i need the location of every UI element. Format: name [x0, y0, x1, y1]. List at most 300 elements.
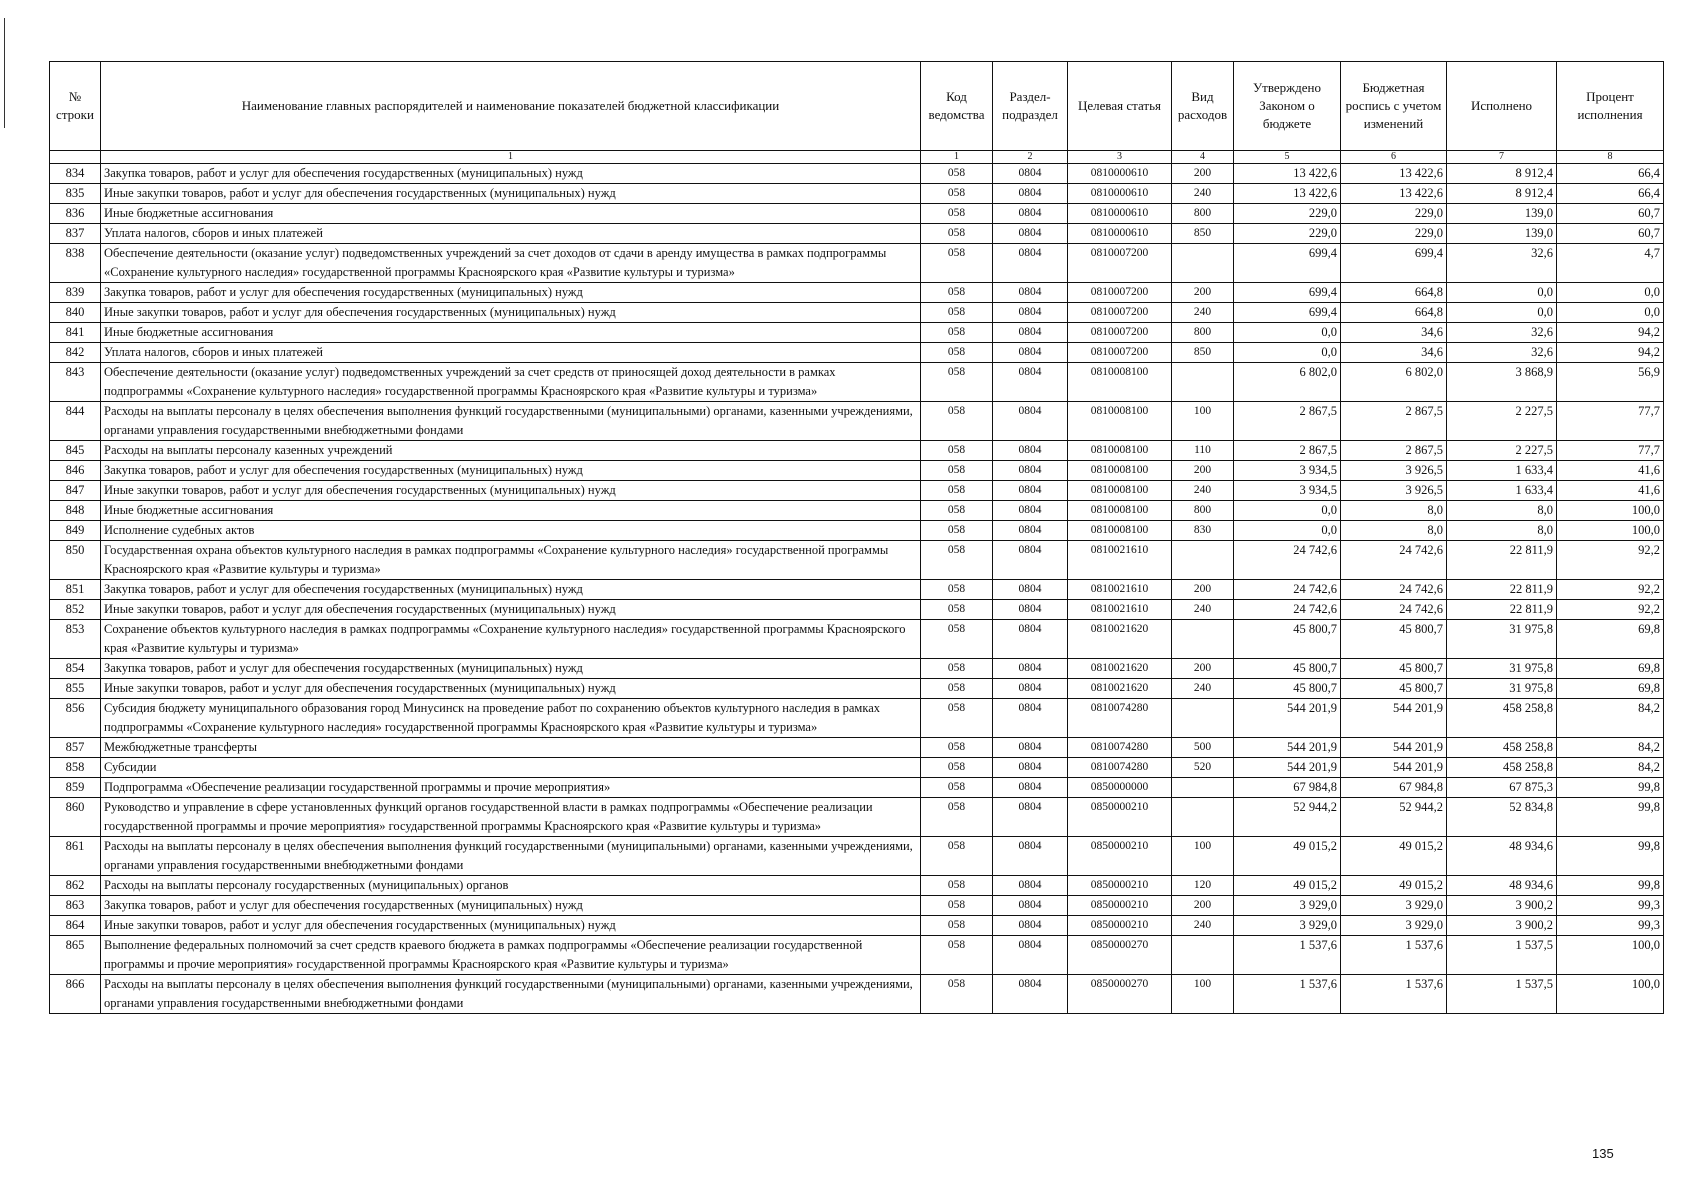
row-expense-type: 200: [1172, 580, 1234, 600]
row-number: 865: [50, 936, 101, 975]
row-percent: 60,7: [1557, 204, 1664, 224]
row-budget-list: 2 867,5: [1341, 441, 1447, 461]
row-target: 0810000610: [1068, 184, 1172, 204]
row-target: 0810008100: [1068, 501, 1172, 521]
row-percent: 60,7: [1557, 224, 1664, 244]
row-number: 858: [50, 758, 101, 778]
row-name: Расходы на выплаты персоналу в целях обеспечения выполнения функций государственными (муниципальными) органами, казенными учреждениями, органами управления государственными внебюджетными фондами: [101, 975, 921, 1014]
row-expense-type: 500: [1172, 738, 1234, 758]
row-target: 0810074280: [1068, 738, 1172, 758]
row-executed: 139,0: [1447, 204, 1557, 224]
row-number: 839: [50, 283, 101, 303]
row-expense-type: 240: [1172, 303, 1234, 323]
table-row: [50, 363, 1664, 402]
row-approved: 24 742,6: [1234, 600, 1341, 620]
row-target: 0810021620: [1068, 679, 1172, 699]
row-budget-list: 1 537,6: [1341, 975, 1447, 1014]
row-expense-type: 520: [1172, 758, 1234, 778]
row-number: 860: [50, 798, 101, 837]
row-budget-list: 45 800,7: [1341, 659, 1447, 679]
row-name: Иные бюджетные ассигнования: [101, 501, 921, 521]
row-approved: 3 929,0: [1234, 896, 1341, 916]
col-number: 8: [1557, 151, 1664, 164]
header-target: Целевая статья: [1068, 62, 1172, 151]
row-name: Уплата налогов, сборов и иных платежей: [101, 224, 921, 244]
row-budget-list: 24 742,6: [1341, 541, 1447, 580]
row-target: 0810007200: [1068, 323, 1172, 343]
row-percent: 100,0: [1557, 521, 1664, 541]
row-name: Сохранение объектов культурного наследия в рамках подпрограммы «Сохранение культурного наследия» государственной программы Красноярского края «Развитие культуры и туризма»: [101, 620, 921, 659]
row-dept-code: 058: [921, 184, 993, 204]
row-expense-type: 200: [1172, 659, 1234, 679]
row-percent: 94,2: [1557, 323, 1664, 343]
row-percent: 92,2: [1557, 600, 1664, 620]
table-row: [50, 896, 1664, 916]
row-number: 846: [50, 461, 101, 481]
row-budget-list: 544 201,9: [1341, 738, 1447, 758]
row-section: 0804: [993, 620, 1068, 659]
row-target: 0810021620: [1068, 659, 1172, 679]
row-section: 0804: [993, 778, 1068, 798]
row-section: 0804: [993, 876, 1068, 896]
row-approved: 13 422,6: [1234, 164, 1341, 184]
row-percent: 69,8: [1557, 659, 1664, 679]
row-approved: 13 422,6: [1234, 184, 1341, 204]
row-executed: 2 227,5: [1447, 441, 1557, 461]
row-target: 0810008100: [1068, 481, 1172, 501]
row-section: 0804: [993, 184, 1068, 204]
row-dept-code: 058: [921, 283, 993, 303]
row-number: 853: [50, 620, 101, 659]
header-approved: Утверждено Законом о бюджете: [1234, 62, 1341, 151]
row-name: Закупка товаров, работ и услуг для обеспечения государственных (муниципальных) нужд: [101, 659, 921, 679]
row-name: Иные закупки товаров, работ и услуг для обеспечения государственных (муниципальных) нужд: [101, 916, 921, 936]
row-number: 845: [50, 441, 101, 461]
row-expense-type: 240: [1172, 679, 1234, 699]
table-row: [50, 303, 1664, 323]
row-expense-type: 240: [1172, 481, 1234, 501]
row-name: Расходы на выплаты персоналу государственных (муниципальных) органов: [101, 876, 921, 896]
row-section: 0804: [993, 441, 1068, 461]
row-section: 0804: [993, 916, 1068, 936]
row-executed: 8 912,4: [1447, 164, 1557, 184]
row-approved: 0,0: [1234, 501, 1341, 521]
row-expense-type: 110: [1172, 441, 1234, 461]
row-target: 0810007200: [1068, 343, 1172, 363]
row-approved: 699,4: [1234, 283, 1341, 303]
row-approved: 49 015,2: [1234, 876, 1341, 896]
row-section: 0804: [993, 541, 1068, 580]
row-dept-code: 058: [921, 481, 993, 501]
row-dept-code: 058: [921, 876, 993, 896]
row-number: 849: [50, 521, 101, 541]
row-dept-code: 058: [921, 758, 993, 778]
table-row: [50, 224, 1664, 244]
row-percent: 41,6: [1557, 481, 1664, 501]
row-dept-code: 058: [921, 204, 993, 224]
row-approved: 67 984,8: [1234, 778, 1341, 798]
row-number: 842: [50, 343, 101, 363]
col-number: 1: [921, 151, 993, 164]
row-name: Государственная охрана объектов культурного наследия в рамках подпрограммы «Сохранение культурного наследия» государственной программы Красноярского края «Развитие культуры и туризма»: [101, 541, 921, 580]
row-name: Иные закупки товаров, работ и услуг для обеспечения государственных (муниципальных) нужд: [101, 600, 921, 620]
row-name: Расходы на выплаты персоналу в целях обеспечения выполнения функций государственными (муниципальными) органами, казенными учреждениями, органами управления государственными внебюджетными фондами: [101, 402, 921, 441]
row-percent: 69,8: [1557, 620, 1664, 659]
row-target: 0810021610: [1068, 541, 1172, 580]
row-number: 850: [50, 541, 101, 580]
row-dept-code: 058: [921, 303, 993, 323]
row-budget-list: 8,0: [1341, 501, 1447, 521]
row-executed: 2 227,5: [1447, 402, 1557, 441]
row-name: Субсидии: [101, 758, 921, 778]
row-expense-type: [1172, 620, 1234, 659]
row-dept-code: 058: [921, 600, 993, 620]
row-target: 0810074280: [1068, 758, 1172, 778]
row-executed: 32,6: [1447, 323, 1557, 343]
row-executed: 31 975,8: [1447, 620, 1557, 659]
row-expense-type: 100: [1172, 402, 1234, 441]
table-row: [50, 699, 1664, 738]
row-budget-list: 1 537,6: [1341, 936, 1447, 975]
header-budget-list: Бюджетная роспись с учетом изменений: [1341, 62, 1447, 151]
row-approved: 229,0: [1234, 224, 1341, 244]
row-number: 862: [50, 876, 101, 896]
table-row: [50, 876, 1664, 896]
row-expense-type: 800: [1172, 204, 1234, 224]
row-section: 0804: [993, 580, 1068, 600]
row-target: 0850000210: [1068, 916, 1172, 936]
row-approved: 1 537,6: [1234, 975, 1341, 1014]
row-name: Подпрограмма «Обеспечение реализации государственной программы и прочие мероприятия»: [101, 778, 921, 798]
row-target: 0810008100: [1068, 402, 1172, 441]
page-number: 135: [1592, 1146, 1614, 1161]
row-percent: 69,8: [1557, 679, 1664, 699]
row-name: Иные закупки товаров, работ и услуг для обеспечения государственных (муниципальных) нужд: [101, 481, 921, 501]
row-dept-code: 058: [921, 461, 993, 481]
row-budget-list: 229,0: [1341, 204, 1447, 224]
row-percent: 84,2: [1557, 758, 1664, 778]
row-number: 855: [50, 679, 101, 699]
row-executed: 1 537,5: [1447, 975, 1557, 1014]
row-percent: 99,8: [1557, 837, 1664, 876]
row-percent: 0,0: [1557, 283, 1664, 303]
budget-execution-table: [49, 61, 1664, 1014]
row-expense-type: 120: [1172, 876, 1234, 896]
row-executed: 458 258,8: [1447, 758, 1557, 778]
table-row: [50, 778, 1664, 798]
row-dept-code: 058: [921, 580, 993, 600]
table-row: [50, 501, 1664, 521]
row-percent: 99,8: [1557, 798, 1664, 837]
row-percent: 84,2: [1557, 699, 1664, 738]
table-row: [50, 936, 1664, 975]
row-approved: 2 867,5: [1234, 402, 1341, 441]
row-percent: 94,2: [1557, 343, 1664, 363]
row-target: 0810074280: [1068, 699, 1172, 738]
row-budget-list: 3 926,5: [1341, 461, 1447, 481]
row-executed: 48 934,6: [1447, 876, 1557, 896]
row-percent: 100,0: [1557, 975, 1664, 1014]
row-expense-type: [1172, 798, 1234, 837]
table-row: [50, 620, 1664, 659]
row-percent: 66,4: [1557, 184, 1664, 204]
row-section: 0804: [993, 343, 1068, 363]
row-percent: 77,7: [1557, 441, 1664, 461]
table-row: [50, 343, 1664, 363]
row-executed: 22 811,9: [1447, 600, 1557, 620]
row-budget-list: 24 742,6: [1341, 580, 1447, 600]
col-number: 3: [1068, 151, 1172, 164]
row-percent: 0,0: [1557, 303, 1664, 323]
row-approved: 3 934,5: [1234, 461, 1341, 481]
row-expense-type: [1172, 936, 1234, 975]
row-section: 0804: [993, 936, 1068, 975]
row-dept-code: 058: [921, 679, 993, 699]
table-row: [50, 679, 1664, 699]
row-number: 848: [50, 501, 101, 521]
row-section: 0804: [993, 204, 1068, 224]
row-number: 844: [50, 402, 101, 441]
row-name: Выполнение федеральных полномочий за счет средств краевого бюджета в рамках подпрограммы «Обеспечение реализации государственной программы и прочие мероприятия» государственной программы Красноярского края «Развитие культуры и туризма»: [101, 936, 921, 975]
row-executed: 52 834,8: [1447, 798, 1557, 837]
row-target: 0810007200: [1068, 244, 1172, 283]
row-dept-code: 058: [921, 896, 993, 916]
row-percent: 66,4: [1557, 164, 1664, 184]
row-percent: 100,0: [1557, 936, 1664, 975]
row-expense-type: 240: [1172, 600, 1234, 620]
row-executed: 3 868,9: [1447, 363, 1557, 402]
col-number: 1: [101, 151, 921, 164]
header-name: Наименование главных распорядителей и наименование показателей бюджетной классификации: [101, 62, 921, 151]
row-target: 0810000610: [1068, 164, 1172, 184]
table-row: [50, 461, 1664, 481]
row-name: Закупка товаров, работ и услуг для обеспечения государственных (муниципальных) нужд: [101, 283, 921, 303]
row-section: 0804: [993, 224, 1068, 244]
row-budget-list: 3 929,0: [1341, 896, 1447, 916]
row-section: 0804: [993, 303, 1068, 323]
row-name: Иные бюджетные ассигнования: [101, 204, 921, 224]
row-section: 0804: [993, 600, 1068, 620]
table-row: [50, 164, 1664, 184]
row-section: 0804: [993, 481, 1068, 501]
row-expense-type: 100: [1172, 837, 1234, 876]
row-budget-list: 3 926,5: [1341, 481, 1447, 501]
row-budget-list: 8,0: [1341, 521, 1447, 541]
table-row: [50, 441, 1664, 461]
row-dept-code: 058: [921, 164, 993, 184]
table-row: [50, 323, 1664, 343]
row-dept-code: 058: [921, 738, 993, 758]
row-section: 0804: [993, 363, 1068, 402]
row-expense-type: [1172, 778, 1234, 798]
row-expense-type: [1172, 363, 1234, 402]
row-section: 0804: [993, 758, 1068, 778]
scan-margin-line: [4, 18, 5, 128]
row-name: Субсидия бюджету муниципального образования город Минусинск на проведение работ по сохранению объектов культурного наследия в рамках подпрограммы «Сохранение культурного наследия» государственной программы Красноярского края «Развитие культуры и туризма»: [101, 699, 921, 738]
row-budget-list: 229,0: [1341, 224, 1447, 244]
row-budget-list: 24 742,6: [1341, 600, 1447, 620]
row-name: Закупка товаров, работ и услуг для обеспечения государственных (муниципальных) нужд: [101, 580, 921, 600]
row-approved: 229,0: [1234, 204, 1341, 224]
row-executed: 31 975,8: [1447, 659, 1557, 679]
row-executed: 3 900,2: [1447, 896, 1557, 916]
row-approved: 45 800,7: [1234, 659, 1341, 679]
row-executed: 1 633,4: [1447, 481, 1557, 501]
table-row: [50, 481, 1664, 501]
row-target: 0810008100: [1068, 461, 1172, 481]
table-row: [50, 283, 1664, 303]
row-budget-list: 67 984,8: [1341, 778, 1447, 798]
row-section: 0804: [993, 975, 1068, 1014]
row-number: 836: [50, 204, 101, 224]
row-percent: 99,8: [1557, 876, 1664, 896]
row-percent: 99,3: [1557, 896, 1664, 916]
col-number: 2: [993, 151, 1068, 164]
row-executed: 32,6: [1447, 343, 1557, 363]
row-target: 0810000610: [1068, 224, 1172, 244]
row-target: 0810007200: [1068, 303, 1172, 323]
row-number: 852: [50, 600, 101, 620]
header-dept-code: Код ведомства: [921, 62, 993, 151]
row-expense-type: [1172, 699, 1234, 738]
row-expense-type: [1172, 541, 1234, 580]
row-number: 843: [50, 363, 101, 402]
row-executed: 1 537,5: [1447, 936, 1557, 975]
table-row: [50, 659, 1664, 679]
table-row: [50, 541, 1664, 580]
row-dept-code: 058: [921, 501, 993, 521]
row-name: Исполнение судебных актов: [101, 521, 921, 541]
row-budget-list: 544 201,9: [1341, 699, 1447, 738]
row-target: 0850000210: [1068, 798, 1172, 837]
row-dept-code: 058: [921, 778, 993, 798]
row-name: Руководство и управление в сфере установленных функций органов государственной власти в рамках подпрограммы «Обеспечение реализации государственной программы и прочие мероприятия» государственной программы Красноярского края «Развитие культуры и туризма»: [101, 798, 921, 837]
table-row: [50, 580, 1664, 600]
row-target: 0850000210: [1068, 896, 1172, 916]
row-approved: 0,0: [1234, 323, 1341, 343]
row-percent: 84,2: [1557, 738, 1664, 758]
row-number: 837: [50, 224, 101, 244]
row-expense-type: 850: [1172, 343, 1234, 363]
row-dept-code: 058: [921, 936, 993, 975]
row-approved: 2 867,5: [1234, 441, 1341, 461]
row-percent: 92,2: [1557, 580, 1664, 600]
row-dept-code: 058: [921, 323, 993, 343]
row-section: 0804: [993, 244, 1068, 283]
row-approved: 45 800,7: [1234, 620, 1341, 659]
row-dept-code: 058: [921, 244, 993, 283]
row-executed: 8 912,4: [1447, 184, 1557, 204]
row-name: Закупка товаров, работ и услуг для обеспечения государственных (муниципальных) нужд: [101, 164, 921, 184]
row-expense-type: 240: [1172, 184, 1234, 204]
row-dept-code: 058: [921, 699, 993, 738]
row-budget-list: 664,8: [1341, 303, 1447, 323]
row-name: Закупка товаров, работ и услуг для обеспечения государственных (муниципальных) нужд: [101, 896, 921, 916]
row-approved: 49 015,2: [1234, 837, 1341, 876]
row-number: 840: [50, 303, 101, 323]
row-name: Иные закупки товаров, работ и услуг для обеспечения государственных (муниципальных) нужд: [101, 303, 921, 323]
row-budget-list: 34,6: [1341, 323, 1447, 343]
row-target: 0810021610: [1068, 600, 1172, 620]
row-section: 0804: [993, 283, 1068, 303]
col-number: 7: [1447, 151, 1557, 164]
row-target: 0850000210: [1068, 876, 1172, 896]
row-executed: 8,0: [1447, 521, 1557, 541]
table-row: [50, 916, 1664, 936]
row-budget-list: 664,8: [1341, 283, 1447, 303]
table-row: [50, 798, 1664, 837]
row-number: 864: [50, 916, 101, 936]
row-dept-code: 058: [921, 402, 993, 441]
row-approved: 24 742,6: [1234, 580, 1341, 600]
table-row: [50, 738, 1664, 758]
row-dept-code: 058: [921, 541, 993, 580]
row-percent: 100,0: [1557, 501, 1664, 521]
row-budget-list: 6 802,0: [1341, 363, 1447, 402]
col-number: 6: [1341, 151, 1447, 164]
row-percent: 99,3: [1557, 916, 1664, 936]
row-approved: 24 742,6: [1234, 541, 1341, 580]
table-row: [50, 402, 1664, 441]
table-row: [50, 184, 1664, 204]
row-executed: 3 900,2: [1447, 916, 1557, 936]
row-executed: 48 934,6: [1447, 837, 1557, 876]
row-name: Закупка товаров, работ и услуг для обеспечения государственных (муниципальных) нужд: [101, 461, 921, 481]
table-body: [50, 164, 1664, 1014]
row-approved: 544 201,9: [1234, 699, 1341, 738]
row-percent: 92,2: [1557, 541, 1664, 580]
row-approved: 699,4: [1234, 244, 1341, 283]
row-name: Уплата налогов, сборов и иных платежей: [101, 343, 921, 363]
row-expense-type: 240: [1172, 916, 1234, 936]
row-number: 863: [50, 896, 101, 916]
row-expense-type: 100: [1172, 975, 1234, 1014]
row-expense-type: 850: [1172, 224, 1234, 244]
row-executed: 0,0: [1447, 283, 1557, 303]
row-name: Расходы на выплаты персоналу в целях обеспечения выполнения функций государственными (муниципальными) органами, казенными учреждениями, органами управления государственными внебюджетными фондами: [101, 837, 921, 876]
row-section: 0804: [993, 699, 1068, 738]
row-target: 0810000610: [1068, 204, 1172, 224]
row-section: 0804: [993, 323, 1068, 343]
row-target: 0810021620: [1068, 620, 1172, 659]
column-numbers-row: [50, 151, 1664, 164]
row-executed: 31 975,8: [1447, 679, 1557, 699]
row-expense-type: [1172, 244, 1234, 283]
row-target: 0850000270: [1068, 936, 1172, 975]
row-section: 0804: [993, 461, 1068, 481]
row-budget-list: 13 422,6: [1341, 164, 1447, 184]
row-number: 851: [50, 580, 101, 600]
row-number: 834: [50, 164, 101, 184]
row-approved: 699,4: [1234, 303, 1341, 323]
row-expense-type: 200: [1172, 164, 1234, 184]
row-section: 0804: [993, 659, 1068, 679]
row-section: 0804: [993, 798, 1068, 837]
row-expense-type: 200: [1172, 283, 1234, 303]
row-approved: 1 537,6: [1234, 936, 1341, 975]
row-dept-code: 058: [921, 224, 993, 244]
header-executed: Исполнено: [1447, 62, 1557, 151]
row-approved: 0,0: [1234, 343, 1341, 363]
row-percent: 56,9: [1557, 363, 1664, 402]
row-executed: 22 811,9: [1447, 580, 1557, 600]
row-number: 861: [50, 837, 101, 876]
row-section: 0804: [993, 896, 1068, 916]
row-budget-list: 52 944,2: [1341, 798, 1447, 837]
row-number: 835: [50, 184, 101, 204]
row-percent: 4,7: [1557, 244, 1664, 283]
header-expense-type: Вид расходов: [1172, 62, 1234, 151]
